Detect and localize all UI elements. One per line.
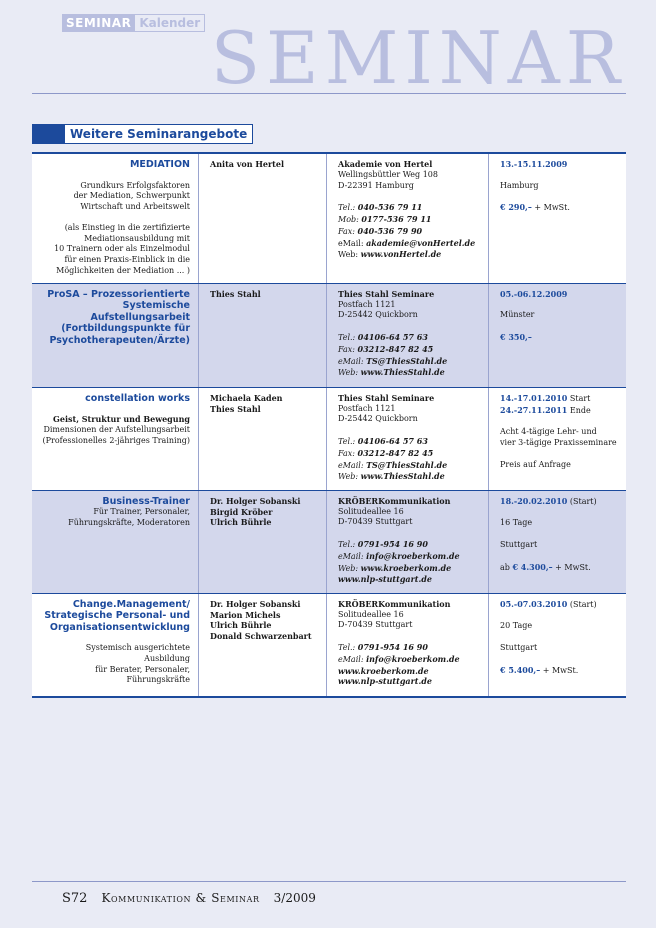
email-label: eMail:: [338, 551, 367, 561]
contact-cell: [326, 388, 488, 490]
date-end-suffix: Ende: [567, 405, 591, 415]
web-link[interactable]: www.ThiesStahl.de: [360, 471, 445, 482]
seminar-date: 13.-15.11.2009: [500, 159, 568, 169]
tel-value: 0791-954 16 90: [357, 539, 428, 550]
seminar-title: MEDIATION: [129, 159, 190, 170]
date-start-suffix: (Start): [567, 496, 597, 506]
table-row: [32, 491, 626, 594]
table-row: [32, 284, 626, 388]
trainer-name: Anita von Hertel: [210, 159, 284, 169]
section-heading: [32, 124, 253, 144]
date-start-suffix: Start: [567, 393, 591, 403]
seminar-date-start: 05.-07.03.2010: [500, 598, 568, 609]
date-cell: [488, 594, 626, 696]
seminar-place: Münster: [500, 310, 535, 320]
tel-label: Tel.:: [338, 203, 358, 213]
trainer-name: Thies Stahl: [210, 288, 261, 299]
address-line: D-25442 Quickborn: [338, 414, 418, 424]
email-label: eMail:: [338, 460, 367, 470]
price-suffix: + MwSt.: [552, 562, 591, 572]
price-suffix: + MwSt.: [540, 665, 579, 675]
tel-value: 040-536 79 11: [357, 202, 423, 213]
seminar-desc: Geist, Struktur und Bewegung: [53, 414, 190, 425]
address-line: D-25442 Quickborn: [338, 310, 418, 320]
email-label: eMail:: [338, 654, 367, 664]
seminar-desc: für einen Praxis-Einblick in die: [64, 255, 190, 265]
web-label: Web:: [338, 368, 361, 378]
seminar-price-text: Preis auf Anfrage: [500, 459, 571, 469]
organizer-name: KRÖBERKommunikation: [338, 598, 451, 609]
page-number: S72: [62, 891, 88, 906]
seminar-desc: Für Trainer, Personaler,: [93, 507, 190, 517]
trainer-name: Ulrich Bührle: [210, 620, 272, 631]
seminar-duration: 20 Tage: [500, 621, 533, 631]
seminar-date-end: 24.-27.11.2011: [500, 404, 568, 415]
tel-label: Tel.:: [338, 333, 358, 343]
page-header-title: SEMINAR: [210, 16, 626, 100]
seminar-date-start: 18.-20.02.2010: [500, 495, 568, 506]
web-link[interactable]: www.vonHertel.de: [360, 249, 442, 260]
web-link[interactable]: www.kroeberkom.de: [338, 665, 429, 676]
section-heading-block: [32, 124, 64, 144]
address-line: Wellingsbüttler Weg 108: [338, 169, 438, 179]
address-line: D-22391 Hamburg: [338, 180, 414, 190]
seminar-kalender-badge: [62, 14, 205, 32]
seminar-desc: 10 Trainern oder als Einzelmodul: [54, 244, 190, 254]
tel-value: 0791-954 16 90: [357, 642, 428, 653]
table-row: [32, 154, 626, 284]
web-link[interactable]: www.kroeberkom.de: [360, 562, 452, 573]
seminar-info: Acht 4-tägige Lehr- und: [500, 427, 597, 437]
seminar-place: Hamburg: [500, 180, 539, 190]
seminar-price: € 5.400,–: [500, 664, 541, 675]
price-prefix: ab: [500, 562, 513, 572]
seminar-place: Stuttgart: [500, 643, 538, 653]
seminar-price: € 350,–: [500, 332, 532, 343]
contact-cell: [326, 594, 488, 696]
section-heading-label: Weitere Seminarangebote: [64, 124, 253, 144]
seminar-title-cell: [32, 388, 198, 490]
organizer-name: Thies Stahl Seminare: [338, 392, 435, 403]
seminar-title: Business-Trainer: [102, 495, 190, 507]
organizer-name: Thies Stahl Seminare: [338, 288, 435, 299]
footer-divider: [32, 881, 626, 882]
address-line: Postfach 1121: [338, 403, 396, 413]
trainer-name: Dr. Holger Sobanski: [210, 598, 301, 609]
tel-label: Tel.:: [338, 643, 358, 653]
fax-label: Fax:: [338, 344, 358, 354]
email-link[interactable]: TS@ThiesStahl.de: [366, 355, 448, 366]
seminar-title-cell: [32, 284, 198, 387]
email-label: eMail:: [338, 238, 367, 248]
seminar-title: ProSA – Prozessorientierte Systemische Aufstellungsarbeit (Fortbildungspunkte für Psychotherapeuten/Ärzte): [47, 288, 190, 346]
seminar-title-cell: [32, 154, 198, 283]
organizer-name: Akademie von Hertel: [338, 159, 433, 169]
seminar-desc: Möglichkeiten der Mediation ... ): [56, 266, 190, 276]
seminar-desc: Führungskräfte, Moderatoren: [68, 518, 190, 528]
tel-value: 04106-64 57 63: [357, 436, 428, 447]
seminar-date-start: 14.-17.01.2010: [500, 392, 568, 403]
email-link[interactable]: akademie@vonHertel.de: [366, 237, 476, 248]
trainer-name: Michaela Kaden: [210, 392, 283, 403]
tel-value: 04106-64 57 63: [357, 332, 428, 343]
web-link[interactable]: www.nlp-stuttgart.de: [338, 574, 432, 585]
trainer-cell: [198, 284, 326, 387]
date-start-suffix: (Start): [567, 599, 597, 609]
web-link[interactable]: www.ThiesStahl.de: [360, 367, 445, 378]
trainer-name: Thies Stahl: [210, 403, 261, 414]
address-line: D-70439 Stuttgart: [338, 517, 413, 527]
trainer-name: Birgid Kröber: [210, 506, 273, 517]
seminar-title: Change.Management/ Strategische Personal- und Organisationsentwicklung: [44, 598, 190, 633]
seminar-duration: 16 Tage: [500, 518, 533, 528]
seminar-desc: Grundkurs Erfolgsfaktoren: [80, 180, 190, 190]
seminar-title-cell: [32, 594, 198, 696]
trainer-name: Ulrich Bührle: [210, 517, 272, 528]
email-link[interactable]: info@kroeberkom.de: [366, 653, 460, 664]
trainer-name: Marion Michels: [210, 609, 281, 620]
email-link[interactable]: info@kroeberkom.de: [366, 550, 460, 561]
seminar-desc: (Professionelles 2-jähriges Training): [42, 435, 190, 445]
date-cell: [488, 284, 626, 387]
seminar-desc: Mediationsausbildung mit: [84, 233, 190, 243]
contact-cell: [326, 491, 488, 593]
seminar-desc: der Mediation, Schwerpunkt: [73, 191, 190, 201]
page-footer: [62, 891, 316, 906]
fax-label: Fax:: [338, 448, 358, 458]
contact-cell: [326, 154, 488, 283]
price-suffix: + MwSt.: [531, 203, 570, 213]
seminar-date: 05.-06.12.2009: [500, 288, 568, 299]
fax-value: 040-536 79 90: [357, 225, 423, 236]
fax-value: 03212-847 82 45: [357, 343, 434, 354]
seminar-price: € 290,–: [500, 202, 532, 213]
tel-label: Tel.:: [338, 437, 358, 447]
badge-kalender: Kalender: [135, 14, 205, 32]
seminar-price: € 4.300,–: [512, 561, 553, 572]
organizer-name: KRÖBERKommunikation: [338, 495, 451, 506]
fax-value: 03212-847 82 45: [357, 447, 434, 458]
contact-cell: [326, 284, 488, 387]
seminar-table: [32, 152, 626, 698]
issue-number: 3/2009: [273, 891, 316, 905]
trainer-name: Dr. Holger Sobanski: [210, 495, 301, 506]
date-cell: [488, 491, 626, 593]
seminar-desc: Wirtschaft und Arbeitswelt: [80, 202, 190, 212]
tel-label: Tel.:: [338, 540, 358, 550]
mob-label: Mob:: [338, 214, 362, 224]
address-line: Postfach 1121: [338, 299, 396, 309]
web-label: Web:: [338, 472, 361, 482]
date-cell: [488, 154, 626, 283]
date-cell: [488, 388, 626, 490]
web-label: Web:: [338, 250, 361, 260]
seminar-desc: für Berater, Personaler, Führungskräfte: [95, 664, 190, 685]
seminar-desc: Systemisch ausgerichtete Ausbildung: [85, 643, 190, 663]
fax-label: Fax:: [338, 226, 358, 236]
header-divider: [32, 93, 626, 94]
trainer-cell: [198, 491, 326, 593]
seminar-place: Stuttgart: [500, 540, 538, 550]
address-line: D-70439 Stuttgart: [338, 620, 413, 630]
badge-seminar: SEMINAR: [62, 14, 135, 32]
seminar-desc: Dimensionen der Aufstellungsarbeit: [43, 425, 190, 435]
trainer-cell: [198, 154, 326, 283]
publication-name: Kommunikation & Seminar: [101, 891, 260, 905]
web-label: Web:: [338, 563, 361, 573]
trainer-cell: [198, 594, 326, 696]
seminar-title: constellation works: [85, 392, 190, 404]
web-link[interactable]: www.nlp-stuttgart.de: [338, 676, 432, 687]
email-label: eMail:: [338, 356, 367, 366]
table-row: [32, 388, 626, 491]
seminar-desc: (als Einstieg in die zertifizierte: [64, 222, 190, 232]
table-row: [32, 594, 626, 698]
seminar-title-cell: [32, 491, 198, 593]
address-line: Solitudeallee 16: [338, 506, 404, 516]
trainer-cell: [198, 388, 326, 490]
trainer-name: Donald Schwarzenbart: [210, 631, 312, 642]
mob-value: 0177-536 79 11: [361, 213, 432, 224]
email-link[interactable]: TS@ThiesStahl.de: [366, 459, 448, 470]
address-line: Solitudeallee 16: [338, 609, 404, 619]
seminar-info: vier 3-tägige Praxisseminare: [500, 438, 617, 448]
